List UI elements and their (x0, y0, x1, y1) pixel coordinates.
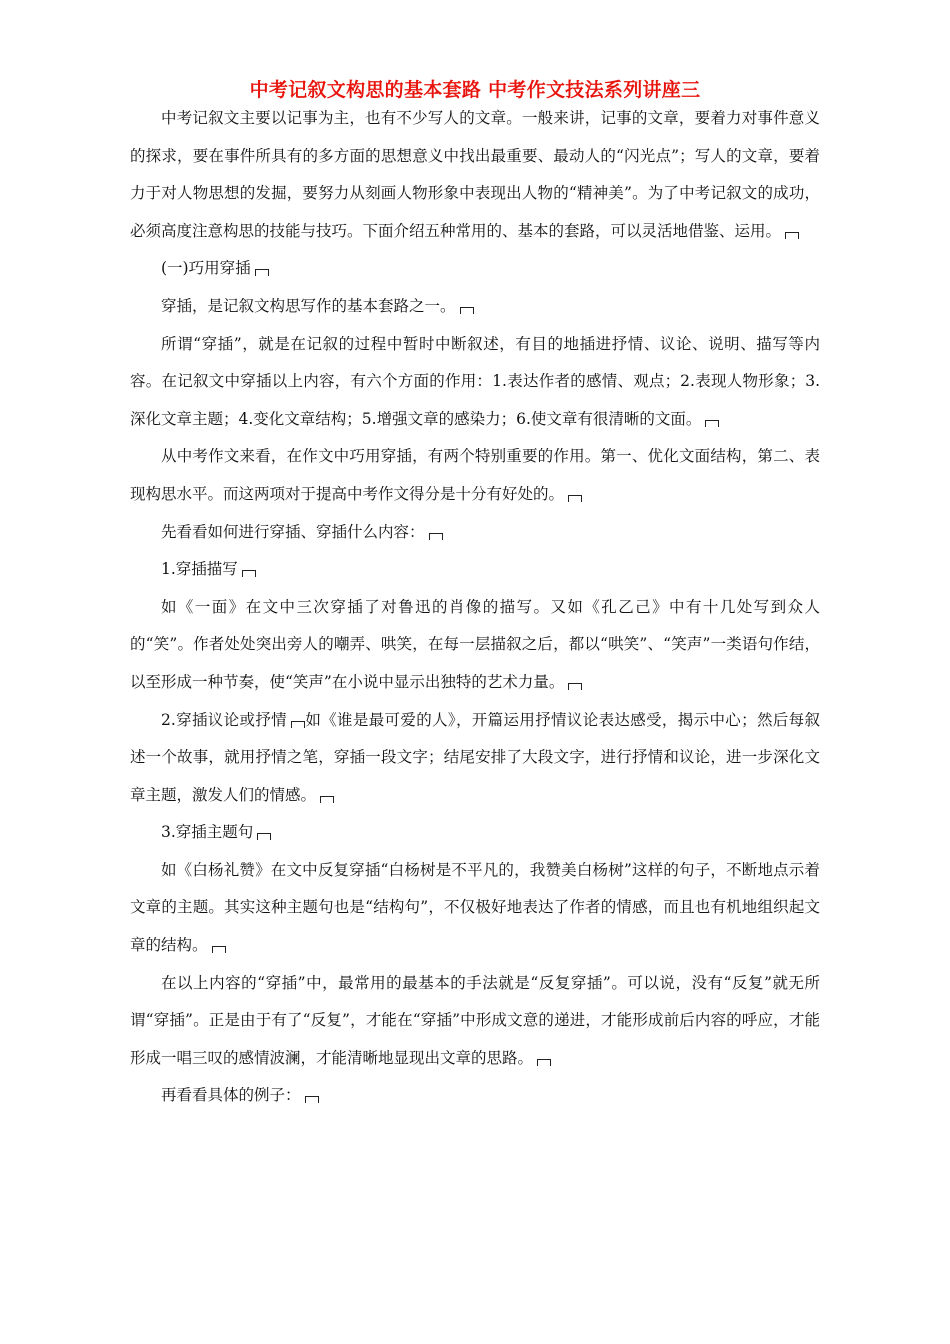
paragraph (130, 326, 820, 439)
return-mark-icon (255, 269, 269, 276)
paragraph-intro (130, 100, 820, 250)
paragraph (130, 288, 820, 326)
paragraph-text: 如《一面》在文中三次穿插了对鲁迅的肖像的描写。又如《孔乙己》中有十几处写到众人的“笑”。作者处处突出旁人的嘲弄、哄笑，在每一层描叙之后，都以“哄笑”、“笑声”一类语句作结，以至形成一种节奏，使“笑声”在小说中显示出独特的艺术力量。 (130, 597, 820, 691)
paragraph-text: 2.穿插议论或抒情 (161, 710, 288, 729)
return-mark-icon (537, 1059, 551, 1066)
paragraph-text: (一)巧用穿插 (161, 259, 251, 278)
section-heading-1 (130, 250, 820, 288)
subheading-3 (130, 814, 820, 852)
return-mark-icon (460, 307, 474, 314)
return-mark-icon (568, 683, 582, 690)
return-mark-icon (242, 570, 256, 577)
paragraph (130, 514, 820, 552)
paragraph-text: 1.穿插描写 (161, 560, 238, 579)
paragraph-text: 从中考作文来看，在作文中巧用穿插，有两个特别重要的作用。第一、优化文面结构，第二、表现构思水平。而这两项对于提高中考作文得分是十分有好处的。 (130, 447, 820, 503)
return-mark-icon (785, 232, 799, 239)
document-body (130, 100, 820, 1115)
paragraph (130, 438, 820, 513)
paragraph-text: 如《白杨礼赞》在文中反复穿插“白杨树是不平凡的，我赞美白杨树”这样的句子，不断地点示着文章的主题。其实这种主题句也是“结构句”，不仅极好地表达了作者的情感，而且也有机地组织起文章的结构。 (130, 860, 820, 955)
return-mark-icon (257, 833, 271, 840)
paragraph-text: 在以上内容的“穿插”中，最常用的最基本的手法就是“反复穿插”。可以说，没有“反复”就无所谓“穿插”。正是由于有了“反复”，才能在“穿插”中形成文意的递进，才能形成前后内容的呼应，才能形成一唱三叹的感情波澜，才能清晰地显现出文章的思路。 (130, 973, 820, 1067)
paragraph-text: 所谓“穿插”，就是在记叙的过程中暂时中断叙述，有目的地插进抒情、议论、说明、描写等内容。在记叙文中穿插以上内容，有六个方面的作用：1.表达作者的感情、观点；2.表现人物形象；3.深化文章主题；4.变化文章结构；5.增强文章的感染力；6.使文章有很清晰的文面。 (130, 334, 820, 428)
return-mark-icon (320, 796, 334, 803)
return-mark-icon (305, 1096, 319, 1103)
return-mark-icon (568, 495, 582, 502)
paragraph-text: 先看看如何进行穿插、穿插什么内容： (161, 522, 425, 541)
return-mark-icon (212, 946, 226, 953)
paragraph-text: 如《谁是最可爱的人》，开篇运用抒情议论表达感受，揭示中心；然后每叙述一个故事，就用抒情之笔，穿插一段文字；结尾安排了大段文字，进行抒情和议论，进一步深化文章主题，激发人们的情感。 (130, 710, 820, 804)
subheading-2 (130, 702, 820, 815)
paragraph-text: 中考记叙文主要以记事为主，也有不少写人的文章。一般来讲，记事的文章，要着力对事件意义的探求，要在事件所具有的多方面的思想意义中找出最重要、最动人的“闪光点”；写人的文章，要着力于对人物思想的发掘，要努力从刻画人物形象中表现出人物的“精神美”。为了中考记叙文的成功，必须高度注意构思的技能与技巧。下面介绍五种常用的、基本的套路，可以灵活地借鉴、运用。 (130, 109, 820, 240)
paragraph (130, 852, 820, 965)
paragraph (130, 589, 820, 702)
document-title: 中考记叙文构思的基本套路 中考作文技法系列讲座三 (249, 79, 701, 101)
paragraph (130, 1077, 820, 1115)
return-mark-icon (705, 420, 719, 427)
return-mark-icon (429, 533, 443, 540)
subheading-1 (130, 551, 820, 589)
paragraph-text: 穿插，是记叙文构思写作的基本套路之一。 (161, 296, 456, 315)
return-mark-icon (291, 721, 305, 728)
paragraph-text: 再看看具体的例子： (161, 1086, 301, 1105)
paragraph (130, 965, 820, 1078)
paragraph-text: 3.穿插主题句 (161, 823, 254, 842)
